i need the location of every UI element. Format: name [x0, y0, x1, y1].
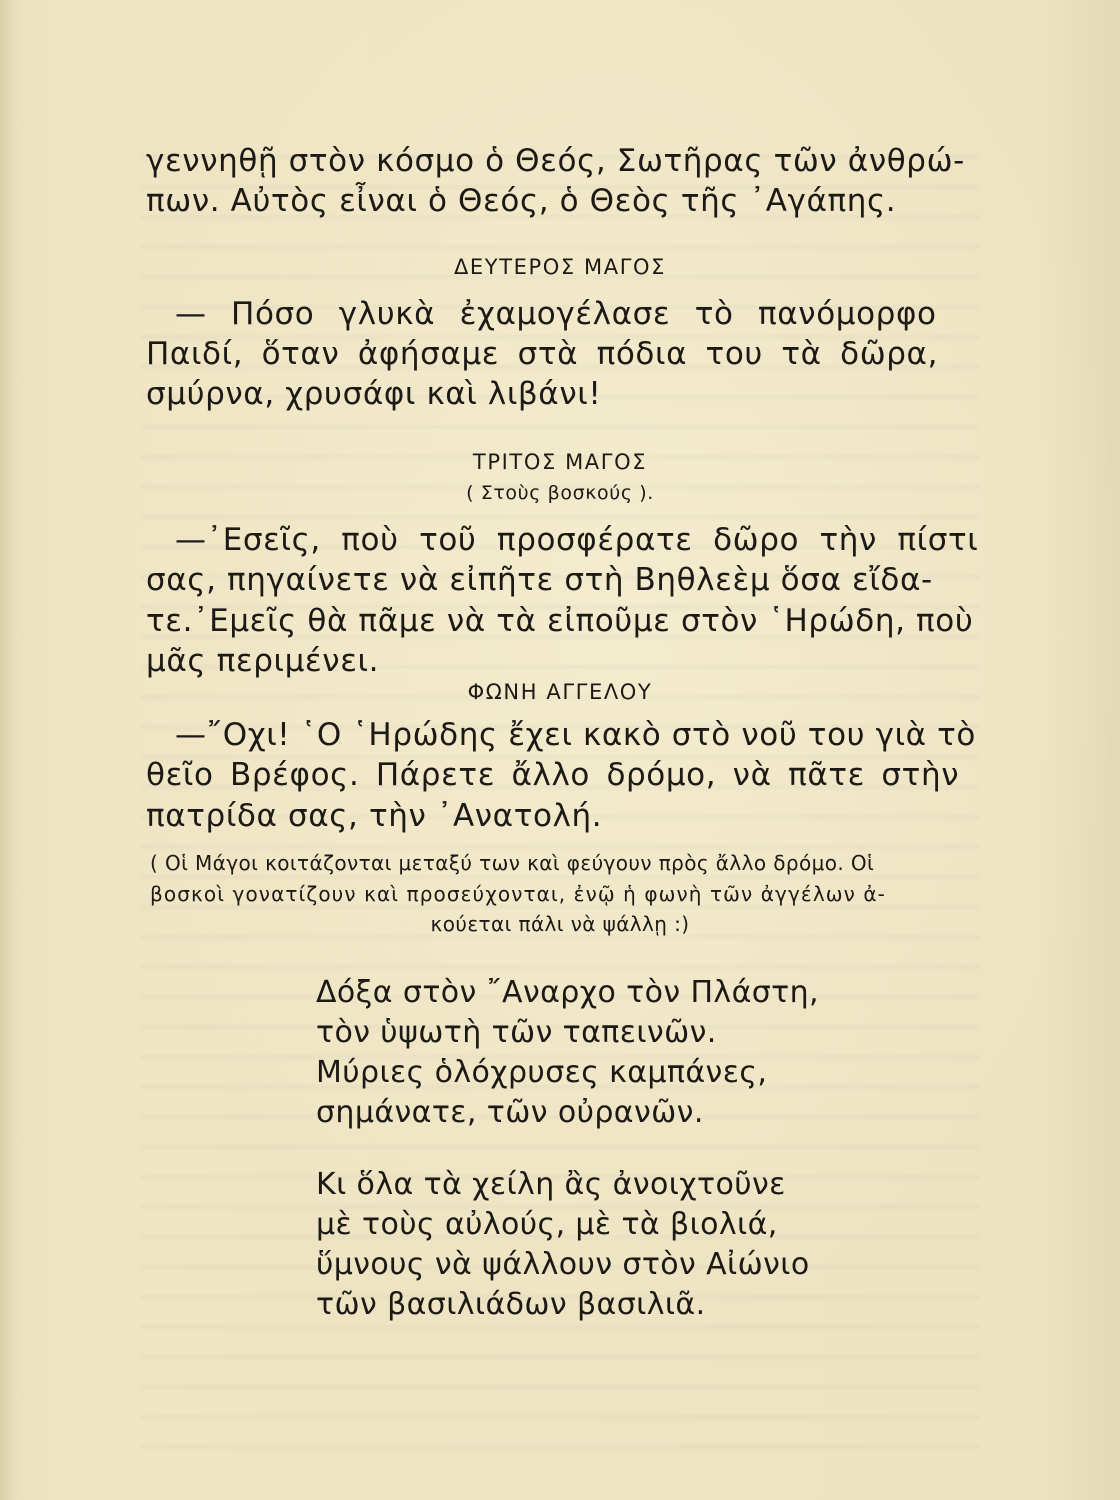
speech-line: τε.᾿Εμεῖς θὰ πᾶμε νὰ τὰ εἰποῦμε στὸν ῾Ηρώδη, ποὺ [146, 603, 974, 639]
hymn-verse-line: τῶν βασιλιάδων βασιλιᾶ. [316, 1287, 706, 1322]
hymn-verse-line: σημάνατε, τῶν οὐρανῶν. [316, 1095, 704, 1130]
hymn-verse-line: τὸν ὑψωτὴ τῶν ταπεινῶν. [316, 1015, 717, 1050]
speech-line: σας, πηγαίνετε νὰ εἰπῆτε στὴ Βηθλεὲμ ὅσα εἴδα- [146, 562, 933, 598]
hymn-verse-line: μὲ τοὺς αὐλούς, μὲ τὰ βιολιά, [316, 1207, 778, 1242]
speech-line: μᾶς περιμένει. [146, 643, 380, 679]
speaker-heading-angel-voice: ΦΩΝΗ ΑΓΓΕΛΟΥ [467, 680, 653, 704]
speech-line: —᾿Εσεῖς, ποὺ τοῦ προσφέρατε δῶρο τὴν πίστι [175, 522, 979, 558]
stage-direction-inline: ( Στοὺς βοσκούς ). [466, 482, 654, 504]
hymn-verse-line: Δόξα στὸν ῎Αναρχο τὸν Πλάστη, [316, 975, 819, 1010]
hymn-verse-line: Κι ὅλα τὰ χείλη ἂς ἀνοιχτοῦνε [316, 1167, 786, 1202]
hymn-verse-line: Μύριες ὁλόχρυσες καμπάνες, [316, 1055, 768, 1090]
speech-line: θεῖο Βρέφος. Πάρετε ἄλλο δρόμο, νὰ πᾶτε στὴν [146, 757, 960, 793]
stage-direction-line: βοσκοὶ γονατίζουν καὶ προσεύχονται, ἐνῷ ἡ φωνὴ τῶν ἀγγέλων ἀ- [150, 882, 886, 906]
speaker-heading-second-magus: ΔΕΥΤΕΡΟΣ ΜΑΓΟΣ [453, 255, 667, 279]
speech-line: —῎Οχι! ῾Ο ῾Ηρώδης ἔχει κακὸ στὸ νοῦ του γιὰ τὸ [175, 717, 976, 753]
stage-direction-line: κούεται πάλι νὰ ψάλλῃ :) [430, 912, 690, 936]
speech-line: Παιδί, ὅταν ἀφήσαμε στὰ πόδια του τὰ δῶρα, [146, 336, 939, 372]
prose-line: γεννηθῇ στὸν κόσμο ὁ Θεός, Σωτῆρας τῶν ἀνθρώ- [146, 143, 965, 179]
speech-line: πατρίδα σας, τὴν ᾿Ανατολή. [146, 798, 603, 834]
hymn-verse-line: ὕμνους νὰ ψάλλουν στὸν Αἰώνιο [316, 1247, 810, 1282]
stage-direction-line: ( Οἱ Μάγοι κοιτάζονται μεταξύ των καὶ φεύγουν πρὸς ἄλλο δρόμο. Οἱ [150, 851, 875, 875]
speech-line: — Πόσο γλυκὰ ἐχαμογέλασε τὸ πανόμορφο [175, 296, 937, 332]
speaker-heading-third-magus: ΤΡΙΤΟΣ ΜΑΓΟΣ [472, 450, 648, 474]
prose-line: πων. Αὐτὸς εἶναι ὁ Θεός, ὁ Θεὸς τῆς ᾿Αγάπης. [146, 183, 897, 219]
speech-line: σμύρνα, χρυσάφι καὶ λιβάνι! [146, 376, 602, 412]
